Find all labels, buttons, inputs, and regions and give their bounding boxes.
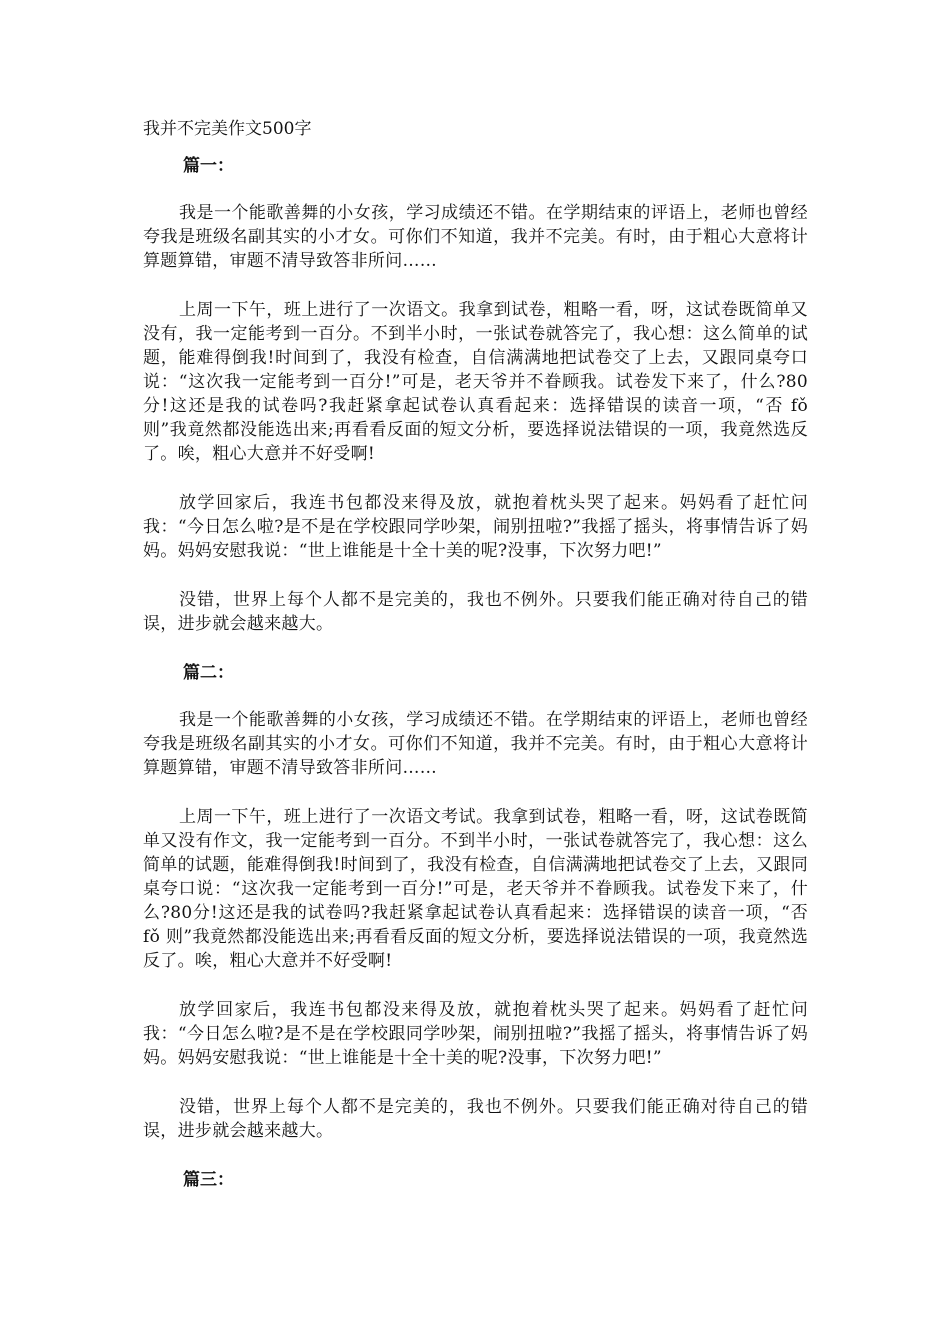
paragraph: 上周一下午，班上进行了一次语文考试。我拿到试卷，粗略一看，呀，这试卷既简单又没有作文，我一定能考到一百分。不到半小时，一张试卷就答完了，我心想：这么简单的试题，能难得倒我!时间到了，我没有检查，自信满满地把试卷交了上去，又跟同桌夸口说：“这次我一定能考到一百分!”可是，老天爷并不眷顾我。试卷发下来了，什么?80分!这还是我的试卷吗?我赶紧拿起试卷认真看起来：选择错误的读音一项，“否 fǒ 则”我竟然都没能选出来;再看看反面的短文分析，要选择说法错误的一项，我竟然选反了。唉，粗心大意并不好受啊! bbox=[143, 807, 808, 971]
paragraph: 上周一下午，班上进行了一次语文。我拿到试卷，粗略一看，呀，这试卷既简单又没有，我一定能考到一百分。不到半小时，一张试卷就答完了，我心想：这么简单的试题，能难得倒我!时间到了，我没有检查，自信满满地把试卷交了上去，又跟同桌夸口说：“这次我一定能考到一百分!”可是，老天爷并不眷顾我。试卷发下来了，什么?80分!这还是我的试卷吗?我赶紧拿起试卷认真看起来：选择错误的读音一项，“否 fǒ 则”我竟然都没能选出来;再看看反面的短文分析，要选择说法错误的一项，我竟然选反了。唉，粗心大意并不好受啊! bbox=[143, 300, 808, 464]
section-heading: 篇二： bbox=[183, 663, 234, 683]
document-body bbox=[143, 117, 808, 1215]
paragraph: 我是一个能歌善舞的小女孩，学习成绩还不错。在学期结束的评语上，老师也曾经夸我是班级名副其实的小才女。可你们不知道，我并不完美。有时，由于粗心大意将计算题算错，审题不清导致答非所问…… bbox=[143, 710, 808, 778]
paragraph: 我是一个能歌善舞的小女孩，学习成绩还不错。在学期结束的评语上，老师也曾经夸我是班级名副其实的小才女。可你们不知道，我并不完美。有时，由于粗心大意将计算题算错，审题不清导致答非所问…… bbox=[143, 203, 808, 271]
section-two bbox=[143, 661, 808, 1143]
document-title: 我并不完美作文500字 bbox=[143, 119, 312, 139]
section-heading: 篇三： bbox=[183, 1170, 234, 1190]
section-heading: 篇一： bbox=[183, 156, 234, 176]
paragraph: 没错，世界上每个人都不是完美的，我也不例外。只要我们能正确对待自己的错误，进步就会越来越大。 bbox=[143, 590, 808, 634]
paragraph: 没错，世界上每个人都不是完美的，我也不例外。只要我们能正确对待自己的错误，进步就会越来越大。 bbox=[143, 1097, 808, 1141]
paragraph: 放学回家后，我连书包都没来得及放，就抱着枕头哭了起来。妈妈看了赶忙问我：“今日怎么啦?是不是在学校跟同学吵架，闹别扭啦?”我摇了摇头，将事情告诉了妈妈。妈妈安慰我说：“世上谁能是十全十美的呢?没事，下次努力吧!” bbox=[143, 1000, 808, 1068]
paragraph: 放学回家后，我连书包都没来得及放，就抱着枕头哭了起来。妈妈看了赶忙问我：“今日怎么啦?是不是在学校跟同学吵架，闹别扭啦?”我摇了摇头，将事情告诉了妈妈。妈妈安慰我说：“世上谁能是十全十美的呢?没事，下次努力吧!” bbox=[143, 493, 808, 561]
section-one bbox=[143, 154, 808, 636]
section-three bbox=[143, 1168, 808, 1192]
